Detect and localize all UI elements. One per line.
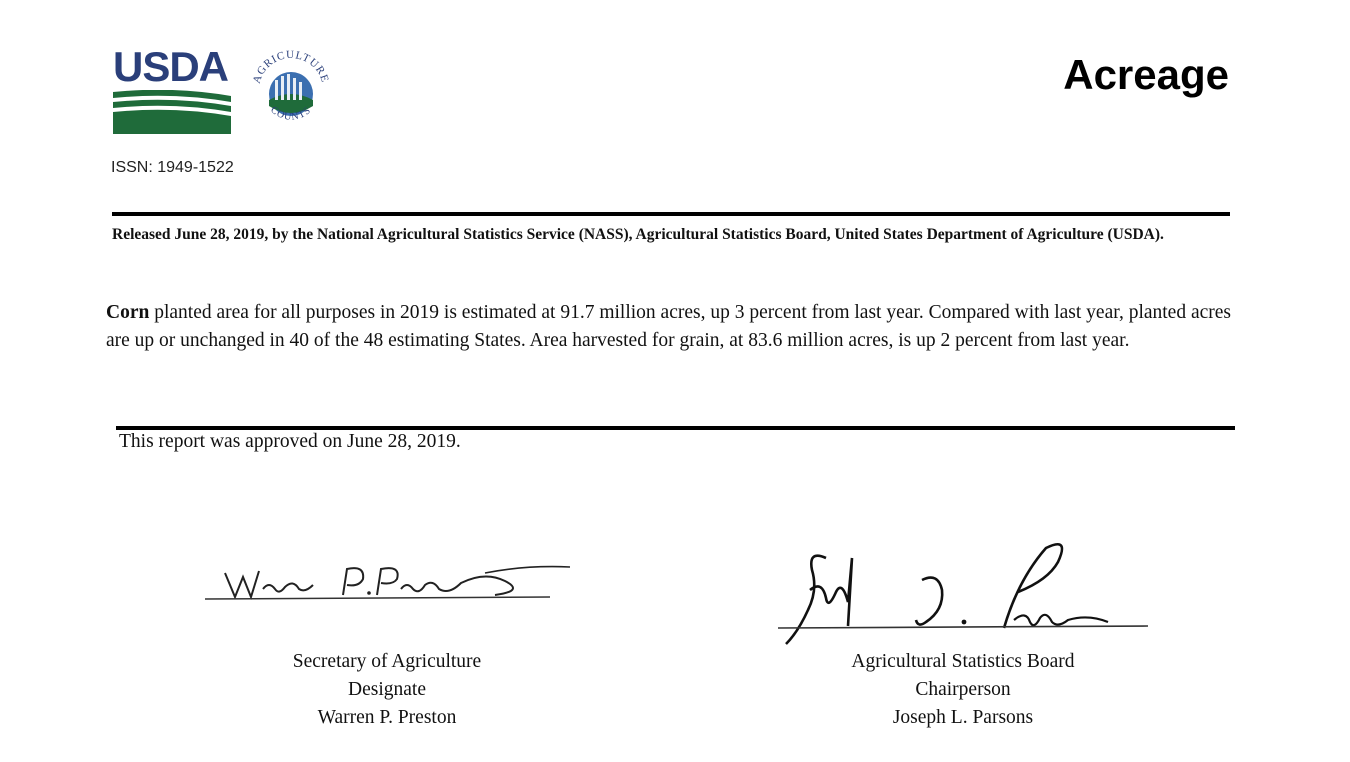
usda-hills-graphic	[113, 90, 231, 134]
summary-text: planted area for all purposes in 2019 is estimated at 91.7 million acres, up 3 percent from last year. Compared with last year, planted acres are up or unchanged in 40 of the 48 estimating States. Area harvested for grain, at 83.6 million acres, is up 2 percent from last year.	[106, 302, 1232, 351]
signatory-right	[780, 648, 1146, 732]
signatory-right-name: Joseph L. Parsons	[892, 707, 1034, 728]
agriculture-counts-seal	[245, 44, 337, 136]
approval-divider	[116, 426, 1235, 430]
signature-left	[205, 555, 575, 615]
signature-right	[778, 540, 1158, 650]
seal-text-bottom: COUNTS	[268, 104, 314, 123]
usda-logo-text: USDA	[113, 43, 229, 90]
summary-lead: Corn	[106, 302, 150, 323]
report-title: Acreage	[1063, 51, 1229, 98]
signatory-right-title-1: Agricultural Statistics Board	[851, 651, 1075, 672]
signatory-left-title-2: Designate	[348, 679, 426, 700]
top-divider	[112, 212, 1230, 216]
signatory-left	[207, 648, 567, 732]
summary-paragraph	[106, 299, 1241, 355]
usda-logo	[113, 43, 231, 134]
release-statement: Released June 28, 2019, by the National Agricultural Statistics Service (NASS), Agricultural Statistics Board, United States Department of Agriculture (USDA).	[112, 226, 1164, 243]
signatory-left-title-1: Secretary of Agriculture	[292, 651, 482, 672]
signatory-right-title-2: Chairperson	[915, 679, 1011, 700]
signatory-left-name: Warren P. Preston	[317, 707, 457, 728]
approval-statement: This report was approved on June 28, 2019.	[119, 431, 461, 452]
issn-number: ISSN: 1949-1522	[111, 159, 234, 176]
seal-text-top: AGRICULTURE	[250, 48, 332, 85]
